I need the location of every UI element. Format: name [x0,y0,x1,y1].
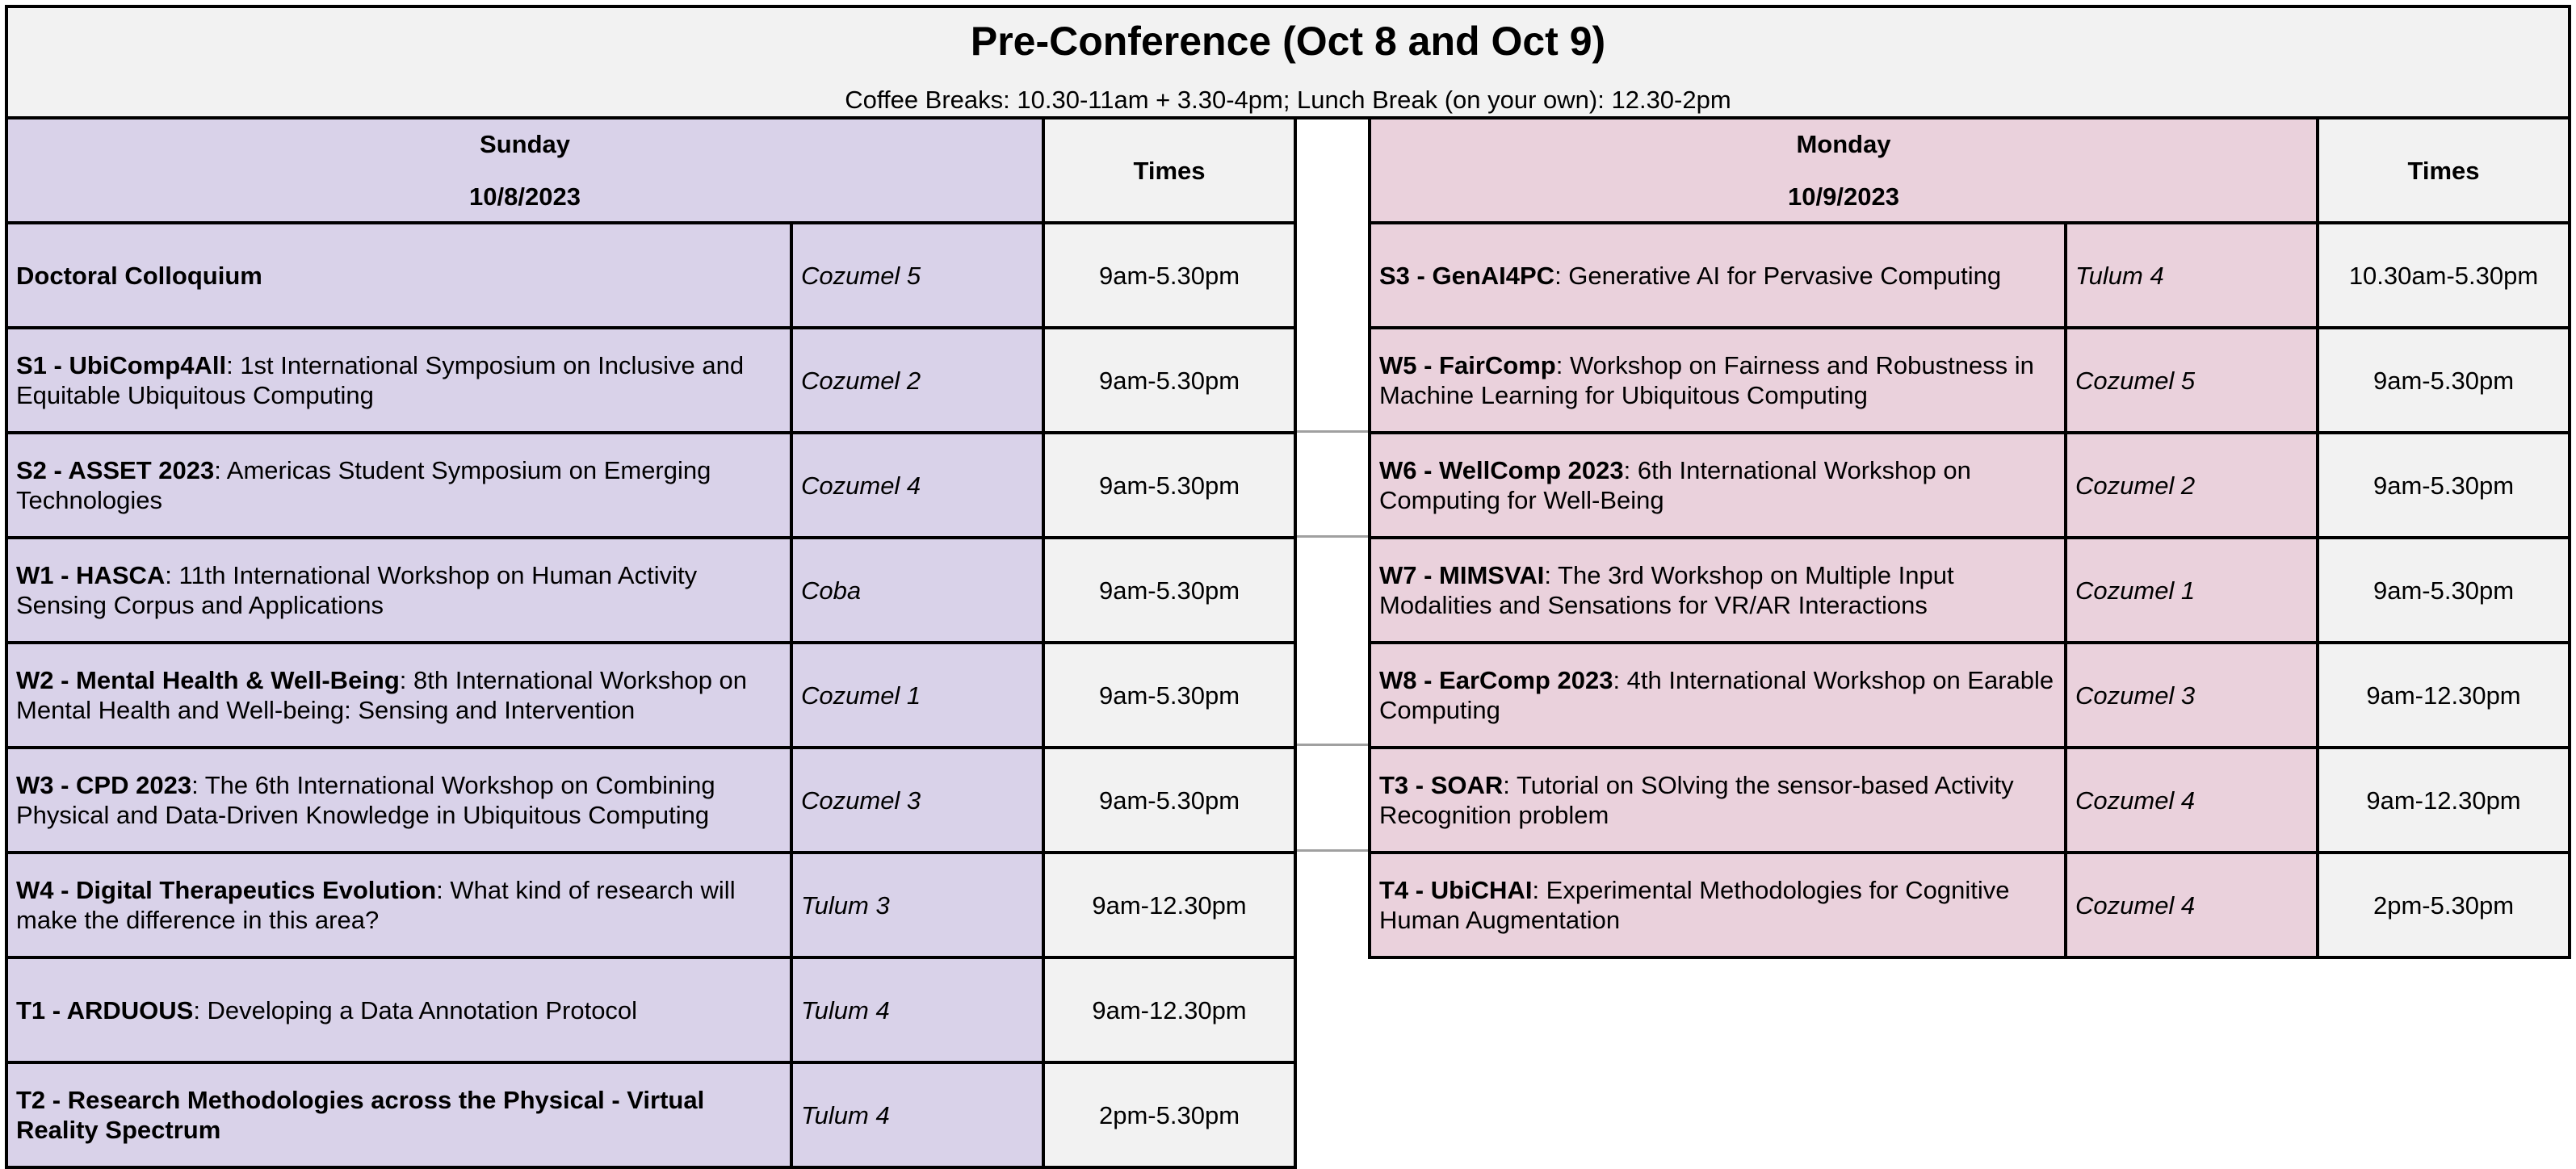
session-time: 10.30am-5.30pm [2318,223,2570,328]
row-connector-line [1290,744,1371,746]
session-description: : 1st International Symposium on Inclusive and Equitable Ubiquitous Computing [16,351,745,409]
session-row [1370,433,2570,538]
session-room: Tulum 4 [2066,223,2318,328]
row-connector-line [1290,430,1371,433]
session-title-cell [6,643,791,748]
session-time: 9am-5.30pm [1043,223,1295,328]
session-room: Cozumel 2 [791,328,1043,433]
session-code: T1 - ARDUOUS [16,995,194,1024]
session-title-cell [1370,643,2066,748]
session-code: W5 - FairComp [1379,351,1556,379]
pre-conference-header [5,5,2571,119]
session-code: W7 - MIMSVAI [1379,561,1545,589]
session-title-cell [1370,328,2066,433]
session-room: Tulum 3 [791,853,1043,957]
session-room: Cozumel 5 [791,223,1043,328]
session-row [6,853,1295,957]
session-time: 9am-5.30pm [1043,748,1295,853]
session-title-cell [1370,433,2066,538]
session-room: Cozumel 4 [2066,748,2318,853]
session-row [1370,223,2570,328]
session-description: : Experimental Methodologies for Cognitive Human Augmentation [1379,876,2010,934]
session-description: : 6th International Workshop on Computing for Well-Being [1379,456,1971,514]
session-room: Cozumel 3 [791,748,1043,853]
session-code: T3 - SOAR [1379,771,1504,799]
session-description: : The 6th International Workshop on Combining Physical and Data-Driven Knowledge in Ubiquitous Computing [16,771,715,829]
session-time: 9am-12.30pm [1043,957,1295,1062]
session-room: Tulum 4 [791,1062,1043,1167]
times-header: Times [2318,118,2570,223]
session-code: W3 - CPD 2023 [16,771,192,799]
session-row [6,957,1295,1062]
session-description: : What kind of research will make the difference in this area? [16,876,736,934]
session-row [6,1062,1295,1167]
sunday-day-header [6,118,1043,223]
session-code: W2 - Mental Health & Well-Being [16,666,400,694]
session-description: : Generative AI for Pervasive Computing [1554,261,2002,290]
session-code: S2 - ASSET 2023 [16,456,215,484]
session-time: 9am-5.30pm [1043,433,1295,538]
session-room: Cozumel 2 [2066,433,2318,538]
session-description: : 4th International Workshop on Earable Computing [1379,666,2054,724]
session-time: 9am-5.30pm [1043,643,1295,748]
session-title-cell [1370,538,2066,643]
session-description: : 8th International Workshop on Mental Health and Well-being: Sensing and Intervention [16,666,748,724]
session-time: 2pm-5.30pm [2318,853,2570,957]
day-date: 10/8/2023 [469,182,581,211]
session-title-cell [6,328,791,433]
session-row [6,328,1295,433]
session-room: Tulum 4 [791,957,1043,1062]
session-time: 9am-5.30pm [2318,328,2570,433]
session-title-cell [1370,223,2066,328]
sunday-schedule-table [5,116,1297,1169]
session-time: 9am-12.30pm [2318,748,2570,853]
day-name: Monday [1796,130,1891,158]
session-description: : The 3rd Workshop on Multiple Input Modalities and Sensations for VR/AR Interactions [1379,561,1954,619]
day-name: Sunday [480,130,570,158]
times-header: Times [1043,118,1295,223]
session-title-cell [6,538,791,643]
session-row [1370,853,2570,957]
session-room: Cozumel 1 [791,643,1043,748]
session-row [6,748,1295,853]
session-code: W8 - EarComp 2023 [1379,666,1613,694]
session-time: 9am-5.30pm [2318,433,2570,538]
session-time: 9am-5.30pm [1043,538,1295,643]
session-code: W6 - WellComp 2023 [1379,456,1624,484]
session-row [6,223,1295,328]
session-room: Cozumel 4 [791,433,1043,538]
session-code: S1 - UbiComp4All [16,351,227,379]
session-row [6,538,1295,643]
session-code: T2 - Research Methodologies across the Physical - Virtual Reality Spectrum [16,1086,705,1144]
session-description: : Americas Student Symposium on Emerging Technologies [16,456,711,514]
session-time: 9am-5.30pm [1043,328,1295,433]
session-row [1370,538,2570,643]
monday-schedule-table [1368,116,2571,959]
session-code: S3 - GenAI4PC [1379,261,1555,290]
session-time: 2pm-5.30pm [1043,1062,1295,1167]
session-time: 9am-5.30pm [2318,538,2570,643]
sunday-header-row [6,118,1295,223]
session-code: W4 - Digital Therapeutics Evolution [16,876,437,904]
session-time: 9am-12.30pm [1043,853,1295,957]
break-times-subtitle: Coffee Breaks: 10.30-11am + 3.30-4pm; Lunch Break (on your own): 12.30-2pm [845,86,1731,114]
row-connector-line [1290,535,1371,538]
session-title-cell [6,1062,791,1167]
session-row [1370,643,2570,748]
session-row [6,643,1295,748]
session-room: Cozumel 1 [2066,538,2318,643]
session-row [1370,328,2570,433]
session-room: Cozumel 4 [2066,853,2318,957]
session-code: T4 - UbiCHAI [1379,876,1533,904]
session-room: Cozumel 3 [2066,643,2318,748]
row-connector-line [1290,849,1371,852]
session-title-cell [6,748,791,853]
session-row [6,433,1295,538]
session-title-cell [1370,748,2066,853]
session-time: 9am-12.30pm [2318,643,2570,748]
session-room: Coba [791,538,1043,643]
day-date: 10/9/2023 [1788,182,1899,211]
session-code: W1 - HASCA [16,561,166,589]
session-title-cell [1370,853,2066,957]
session-row [1370,748,2570,853]
session-title-cell [6,957,791,1062]
session-code: Doctoral Colloquium [16,261,262,290]
session-description: : 11th International Workshop on Human Activity Sensing Corpus and Applications [16,561,698,619]
session-title-cell [6,853,791,957]
session-title-cell [6,433,791,538]
session-description: : Workshop on Fairness and Robustness in Machine Learning for Ubiquitous Computing [1379,351,2034,409]
page-title: Pre-Conference (Oct 8 and Oct 9) [970,19,1606,64]
session-description: : Tutorial on SOlving the sensor-based Activity Recognition problem [1379,771,2014,829]
session-title-cell [6,223,791,328]
monday-header-row [1370,118,2570,223]
monday-day-header [1370,118,2318,223]
session-room: Cozumel 5 [2066,328,2318,433]
session-description: : Developing a Data Annotation Protocol [193,995,638,1024]
